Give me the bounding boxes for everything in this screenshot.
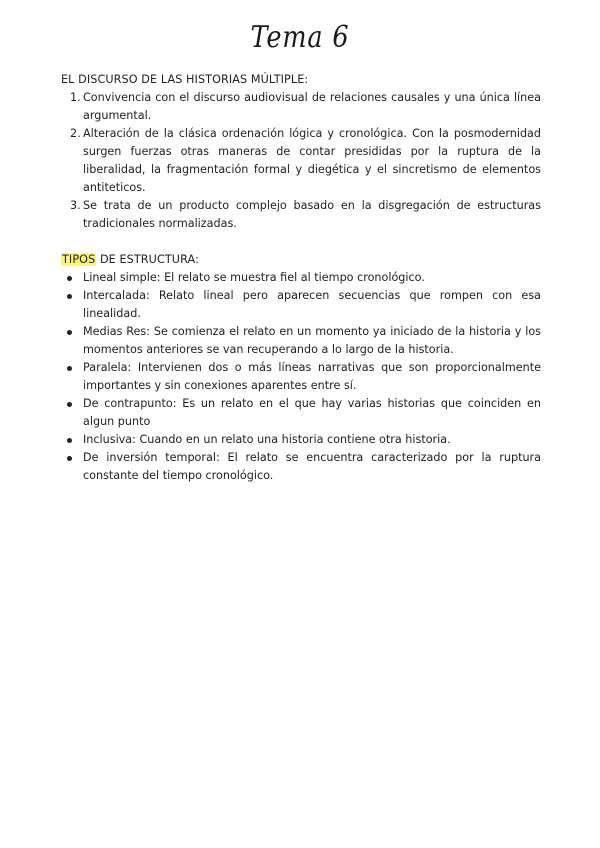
page-title: Tema 6 — [250, 20, 350, 55]
bullet-dot-icon — [67, 330, 72, 335]
bullet-dot-icon — [67, 366, 72, 371]
list-item — [70, 125, 541, 197]
list-item — [70, 89, 541, 125]
bullet-item-text: Intercalada: Relato lineal pero aparecen secuencias que rompen con esa linealidad. — [83, 289, 541, 320]
list-item-text: Convivencia con el discurso audiovisual de relaciones causales y una única línea argumental. — [83, 91, 541, 122]
list-item-text: Alteración de la clásica ordenación lógica y cronológica. Con la posmodernidad surgen fuerzas otras maneras de contar presididas por la ruptura de la liberalidad, la fragmentación formal y diegética y el sincretismo de elementos antiteticos. — [83, 127, 541, 194]
section-heading-tipos — [61, 251, 541, 269]
bullet-dot-icon — [67, 456, 72, 461]
bullet-dot-icon — [67, 276, 72, 281]
bullet-item — [83, 449, 541, 485]
numbered-list — [61, 89, 541, 233]
bullet-item — [83, 395, 541, 431]
bullet-dot-icon — [67, 402, 72, 407]
list-number: 1. — [70, 91, 81, 104]
bullet-item — [83, 287, 541, 323]
list-number: 3. — [70, 199, 81, 212]
bullet-dot-icon — [67, 294, 72, 299]
bullet-item-text: Lineal simple: El relato se muestra fiel al tiempo cronológico. — [83, 271, 425, 284]
bullet-item-text: Inclusiva: Cuando en un relato una historia contiene otra historia. — [83, 433, 451, 446]
bullet-item — [83, 269, 541, 287]
list-item-text: Se trata de un producto complejo basado en la disgregación de estructuras tradicionales normalizadas. — [83, 199, 541, 230]
bullet-item-text: Paralela: Intervienen dos o más líneas narrativas que son proporcionalmente importantes y sin conexiones aparentes entre sí. — [83, 361, 541, 392]
highlighted-word: TIPOS — [62, 253, 96, 266]
heading-rest: DE ESTRUCTURA: — [96, 253, 199, 266]
bullet-item-text: Medias Res: Se comienza el relato en un momento ya iniciado de la historia y los momentos anteriores se van recuperando a lo largo de la historia. — [83, 325, 541, 356]
bullet-list — [61, 269, 541, 485]
spacer — [61, 233, 541, 251]
document-body — [61, 71, 541, 485]
list-item — [70, 197, 541, 233]
bullet-item-text: De contrapunto: Es un relato en el que hay varias historias que coinciden en algun punto — [83, 397, 541, 428]
list-number: 2. — [70, 127, 81, 140]
bullet-dot-icon — [67, 438, 72, 443]
bullet-item — [83, 323, 541, 359]
bullet-item — [83, 431, 541, 449]
section-heading-discurso: EL DISCURSO DE LAS HISTORIAS MÚLTIPLE: — [61, 73, 309, 86]
bullet-item — [83, 359, 541, 395]
bullet-item-text: De inversión temporal: El relato se encuentra caracterizado por la ruptura constante del tiempo cronológico. — [83, 451, 541, 482]
